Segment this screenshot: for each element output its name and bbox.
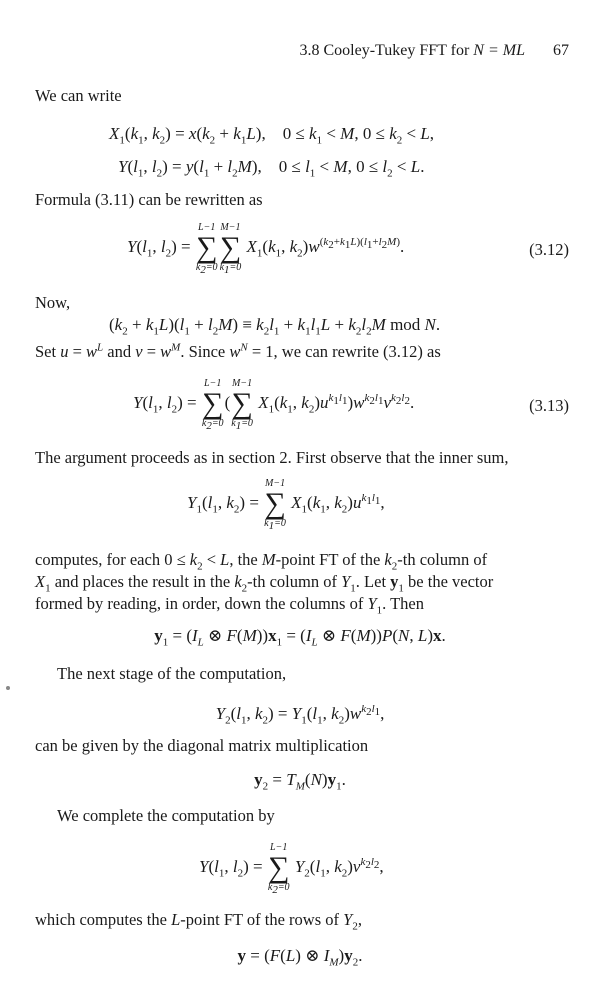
header-section-title: 3.8 Cooley-Tukey FFT for [299, 42, 470, 59]
text-formula-rewritten: Formula (3.11) can be rewritten as [35, 190, 263, 209]
sum-symbol: M−1 ∑ $k_1=0$ [219, 222, 242, 276]
text-now: Now, [35, 293, 71, 312]
text-next-stage: The next stage of the computation, [57, 664, 287, 683]
equation-x1-definition: $X_1(k_1$, $k_2) = x(k_2 + k_1L)$, $0 \le k_1 < M$, $0 \le k_2 < L$, [109, 124, 435, 147]
equation-y1-kronecker: $y_1 = (I_L$ ⊗ $F(M))x_1 = (I_L$ ⊗ F(M))P(N, L)x. [154, 626, 446, 649]
equation-y-definition: $Y(l_1$, $l_2) = y(l_1 + l_2M)$, $0 \le l_1 < M$, $0 \le l_2 < L$. [118, 157, 425, 180]
page-number: 67 [553, 42, 569, 59]
equation-3-12: $Y(l_1$, $l_2$) = L−1 ∑ $k_2=0$ M−1 ∑ $k_1=0$ $X_1(k_1$, $k_2)w^{(k_2+k_1L)(l_1+l_2M)}$. [127, 222, 405, 276]
header-section-math: N = ML [473, 42, 525, 59]
text-computes-line-2: $X_1$ and places the result in the $k_2-th$ column of $Y_1$. Let $y_1$ be the vector [35, 572, 494, 595]
equation-outer-sum: $Y(l_1$, $l_2$) = L−1 ∑ $k_2=0$ $Y_2(l_1$, $k_2)v^{k_2l_2}$, [199, 842, 384, 896]
text-computes-line-3: formed by reading, in order, down the columns of $Y_1$. Then [35, 594, 425, 617]
equation-y2-diagonal: $y_2 = T_M(N)y_1$. [254, 770, 346, 793]
sum-symbol: M−1 ∑ $k_1=0$ [231, 378, 253, 432]
equation-3-13: $Y(l_1$, $l_2$) = L−1 ∑ $k_2=0$ ( M−1 ∑ $k_1=0$ $X_1(k_1$, $k_2)u^{k_1l_1})w^{k_2l_1}v^{k_2l_2}$. [133, 378, 415, 432]
scan-artifact [6, 686, 10, 690]
equation-number-3-13: (3.13) [529, 396, 569, 415]
text-set-u-v: Set $u = w^L$ and $v = w^M$. Since $w^N = 1$, we can rewrite (3.12) as [35, 341, 441, 361]
sum-symbol: L−1 ∑ $k_2=0$ [267, 842, 290, 896]
text-diagonal-matrix: can be given by the diagonal matrix multiplication [35, 736, 369, 755]
text-we-can-write: We can write [35, 86, 122, 105]
sum-symbol: M−1 ∑ $k_1=0$ [264, 478, 286, 532]
equation-final: y = (F(L) ⊗ $I_M)y_2$. [237, 946, 363, 969]
running-header [300, 42, 570, 60]
text-which-computes: which computes the L-point FT of the rows of $Y_2$, [35, 910, 362, 933]
equation-mod-congruence: $(k_2 + k_1L)(l_1 + l_2M) \equiv k_2l_1 + k_1l_1L + k_2l_2M$ mod N. [109, 315, 441, 338]
text-computes-line-1: computes, for each $0 \le k_2 < L$, the M-point FT of the $k_2-th$ column of [35, 550, 488, 573]
sum-symbol: L−1 ∑ $k_2=0$ [195, 222, 218, 276]
sum-symbol: L−1 ∑ $k_2=0$ [201, 378, 224, 432]
equation-y2-twiddle: $Y_2(l_1$, $k_2) = Y_1(l_1$, $k_2)w^{k_2l_1}$, [215, 703, 385, 727]
text-complete-computation: We complete the computation by [57, 806, 275, 825]
equation-inner-sum: $Y_1(l_1$, $k_2$) = M−1 ∑ $k_1=0$ $X_1(k_1$, $k_2)u^{k_1l_1}$, [187, 478, 385, 532]
text-argument-proceeds: The argument proceeds as in section 2. First observe that the inner sum, [35, 448, 509, 467]
equation-number-3-12: (3.12) [529, 240, 569, 259]
